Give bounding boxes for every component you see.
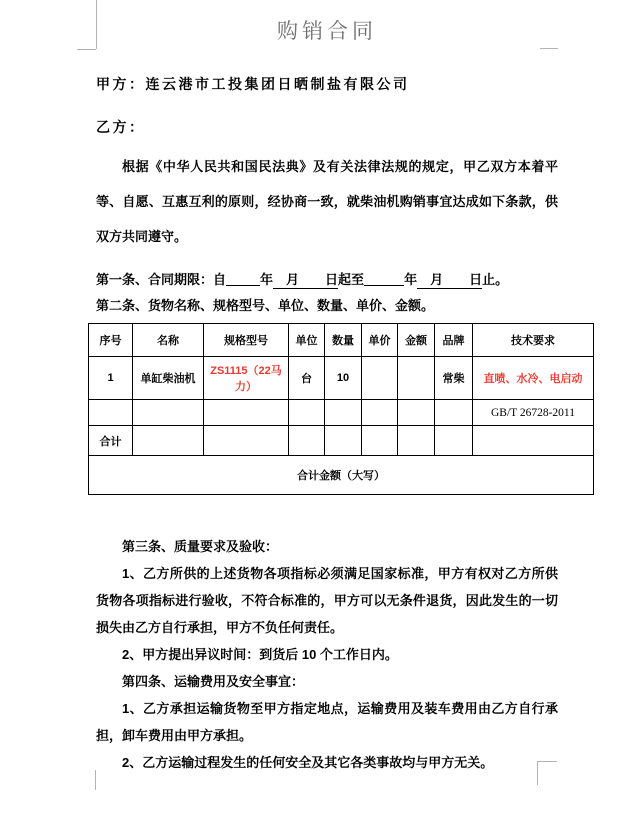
header-cell-spec: 规格型号	[204, 324, 289, 357]
table-amount-words-row	[89, 456, 594, 495]
cell-empty	[325, 400, 362, 426]
clause-three-item-2: 2、甲方提出异议时间：到货后 10 个工作日内。	[122, 647, 398, 662]
cell-unit: 台	[289, 357, 325, 400]
header-cell-seq: 序号	[89, 324, 133, 357]
cell-spec: ZS1115（22马力）	[204, 357, 289, 400]
header-cell-tech: 技术要求	[473, 324, 594, 357]
year-start-blank-field	[226, 271, 260, 286]
cell-empty	[435, 400, 473, 426]
cell-amount	[398, 357, 435, 400]
header-cell-qty: 数量	[325, 324, 362, 357]
header-cell-unit-price: 单价	[362, 324, 398, 357]
table-item-row	[89, 357, 594, 400]
cell-brand: 常柴	[435, 357, 473, 400]
preamble-paragraph: 根据《中华人民共和国民法典》及有关法律法规的规定，甲乙双方本着平等、自愿、互惠互利的原则，经协商一致，就柴油机购销事宜达成如下条款，供双方共同遵守。	[96, 159, 558, 244]
header-cell-name: 名称	[133, 324, 204, 357]
cell-empty	[398, 426, 435, 456]
cell-empty	[204, 400, 289, 426]
table-header-row	[89, 324, 594, 357]
table-standard-row	[89, 400, 594, 426]
clause-one-tail: 止。	[482, 272, 509, 287]
header-cell-amount: 金额	[398, 324, 435, 357]
table-total-row	[89, 426, 594, 456]
cell-empty	[289, 426, 325, 456]
cell-empty	[133, 426, 204, 456]
page-title: 购销合同	[277, 19, 377, 43]
cell-empty	[362, 426, 398, 456]
cell-empty	[204, 426, 289, 456]
clause-four-heading: 第四条、运输费用及安全事宜：	[122, 674, 305, 689]
cell-empty	[398, 400, 435, 426]
year-end-blank-field	[364, 271, 404, 286]
clause-one-lead: 第一条、合同期限：自	[96, 272, 227, 287]
text-boundary-mark-top-left-horizontal	[77, 49, 96, 50]
year-label: 年	[404, 272, 418, 287]
party-a-line: 甲方：连云港市工投集团日晒制盐有限公司	[96, 76, 410, 92]
cell-empty	[325, 426, 362, 456]
cell-empty	[435, 426, 473, 456]
cell-tech: 直喷、水冷、电启动	[473, 357, 594, 400]
year-label: 年	[260, 272, 274, 287]
clause-three-heading: 第三条、质量要求及验收：	[122, 539, 279, 554]
cell-seq: 1	[89, 357, 133, 400]
cell-unit-price	[362, 357, 398, 400]
cell-empty	[133, 400, 204, 426]
clause-four-item-1: 1、乙方承担运输货物至甲方指定地点，运输费用及装车费用由乙方自行承担，卸车费用由甲方承担。	[96, 701, 558, 743]
clause-three-item-1: 1、乙方所供的上述货物各项指标必须满足国家标准，甲方有权对乙方所供货物各项指标进行验收，不符合标准的，甲方可以无条件退货，因此发生的一切损失由乙方自行承担，甲方不负任何责任。	[96, 566, 558, 635]
cell-empty	[473, 426, 594, 456]
cell-qty: 10	[325, 357, 362, 400]
clause-four-item-2: 2、乙方运输过程发生的任何安全及其它各类事故均与甲方无关。	[122, 755, 494, 770]
goods-table	[88, 323, 594, 495]
header-cell-unit: 单位	[289, 324, 325, 357]
clause-two-line: 第二条、货物名称、规格型号、单位、数量、单价、金额。	[96, 298, 435, 313]
cell-empty	[289, 400, 325, 426]
cell-empty	[89, 400, 133, 426]
party-b-line: 乙方：	[96, 119, 146, 135]
cell-total-label: 合计	[89, 426, 133, 456]
cell-amount-in-words: 合计金额（大写）	[89, 456, 594, 495]
month-day-blank-field: 月 日	[273, 272, 339, 287]
header-cell-brand: 品牌	[435, 324, 473, 357]
cell-standard-number: GB/T 26728-2011	[473, 400, 594, 426]
month-day-blank-field: 月 日	[417, 272, 483, 287]
cell-empty	[362, 400, 398, 426]
cell-name: 单缸柴油机	[133, 357, 204, 400]
clause-one-line	[96, 267, 558, 293]
clause-one-connector: 起至	[338, 272, 365, 287]
